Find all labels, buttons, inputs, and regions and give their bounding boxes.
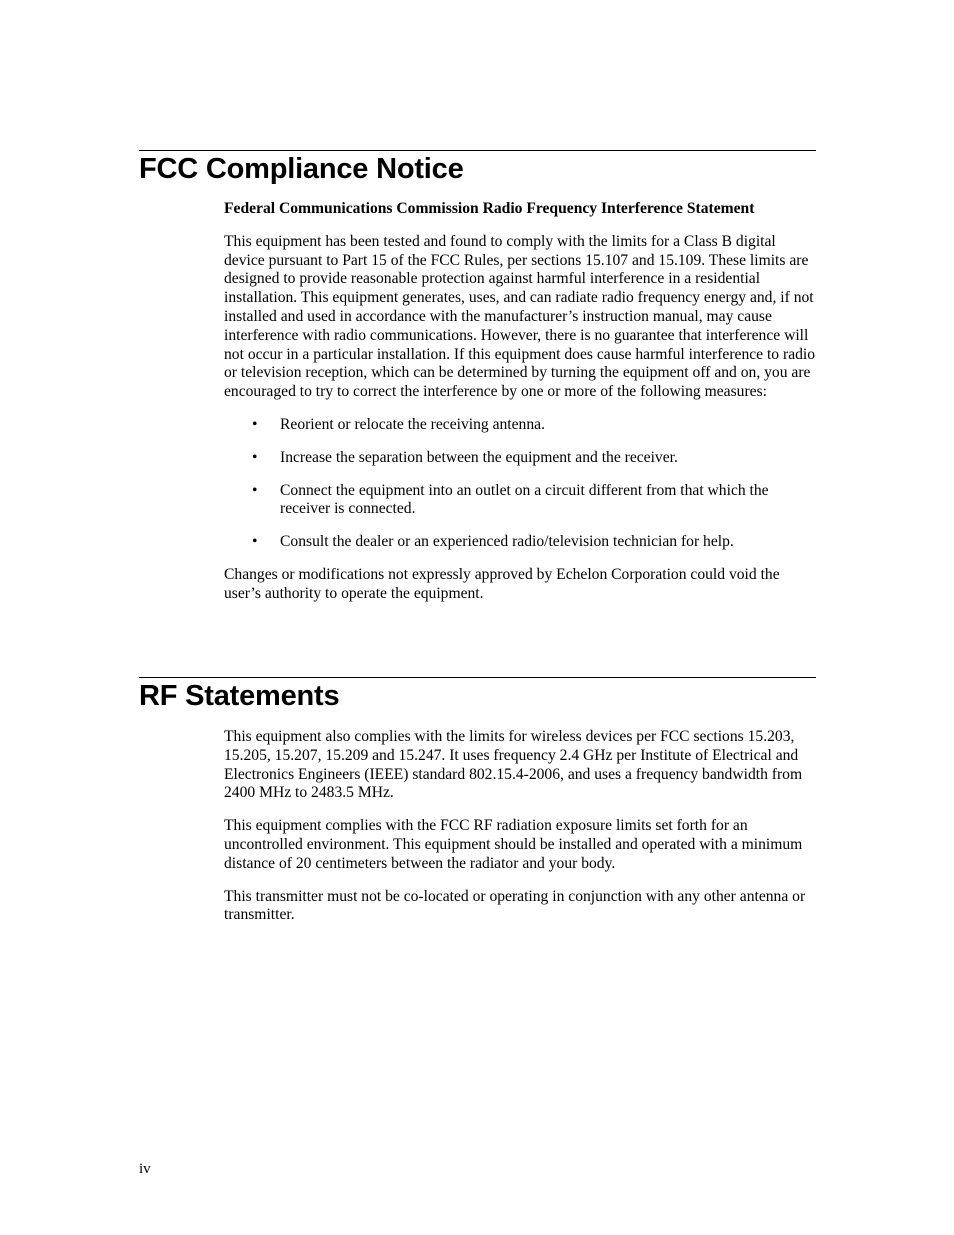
fcc-intro-paragraph: This equipment has been tested and found to comply with the limits for a Class B digital device pursuant to Part 15 of the FCC Rules, per sections 15.107 and 15.109. These limits are designed to provide reasonable protection against harmful interference in a residential installation. This equipment generates, uses, and can radiate radio frequency energy and, if not installed and used in accordance with the manufacturer’s instruction manual, may cause interference with radio communications. However, there is no guarantee that interference will not occur in a particular installation. If this equipment does cause harmful interference to radio or television reception, which can be determined by turning the equipment off and on, you are encouraged to try to correct the interference by one or more of the following measures:: [224, 232, 816, 401]
bullet-icon: •: [252, 533, 258, 551]
fcc-subhead: Federal Communications Commission Radio Frequency Interference Statement: [224, 200, 755, 217]
page-number: iv: [139, 1161, 151, 1177]
fcc-closing-paragraph: Changes or modifications not expressly approved by Echelon Corporation could void the user’s authority to operate the equipment.: [224, 565, 780, 602]
rf-paragraph: This equipment complies with the FCC RF radiation exposure limits set forth for an uncontrolled environment. This equipment should be installed and operated with a minimum distance of 20 centimeters between the radiator and your body.: [224, 817, 803, 872]
list-item: [224, 533, 816, 552]
rf-paragraph: This equipment also complies with the limits for wireless devices per FCC sections 15.203, 15.205, 15.207, 15.209 and 15.247. It uses frequency 2.4 GHz per Institute of Electrical and Electronics Engineers (IEEE) standard 802.15.4-2006, and uses a frequency bandwidth from 2400 MHz to 2483.5 MHz.: [224, 728, 803, 802]
measure-text: Reorient or relocate the receiving antenna.: [280, 415, 545, 433]
measure-text: Increase the separation between the equipment and the receiver.: [280, 448, 678, 466]
section-rule: [139, 677, 816, 678]
list-item: [224, 449, 816, 468]
rf-section: [139, 677, 816, 939]
bullet-icon: •: [252, 415, 258, 433]
measures-list: [224, 416, 816, 552]
rf-paragraph: This transmitter must not be co-located or operating in conjunction with any other antenna or transmitter.: [224, 887, 806, 924]
fcc-body: [224, 200, 816, 604]
bullet-icon: •: [252, 448, 258, 466]
rf-title: RF Statements: [139, 680, 340, 712]
section-rule: [139, 150, 816, 151]
measure-text: Connect the equipment into an outlet on a circuit different from that which the receiver is connected.: [280, 481, 769, 518]
list-item: [224, 482, 816, 520]
rf-body: [224, 728, 816, 925]
bullet-icon: •: [252, 481, 258, 499]
measure-text: Consult the dealer or an experienced radio/television technician for help.: [280, 533, 734, 551]
fcc-title: FCC Compliance Notice: [139, 153, 464, 185]
list-item: [224, 416, 816, 435]
fcc-section: [139, 150, 816, 618]
